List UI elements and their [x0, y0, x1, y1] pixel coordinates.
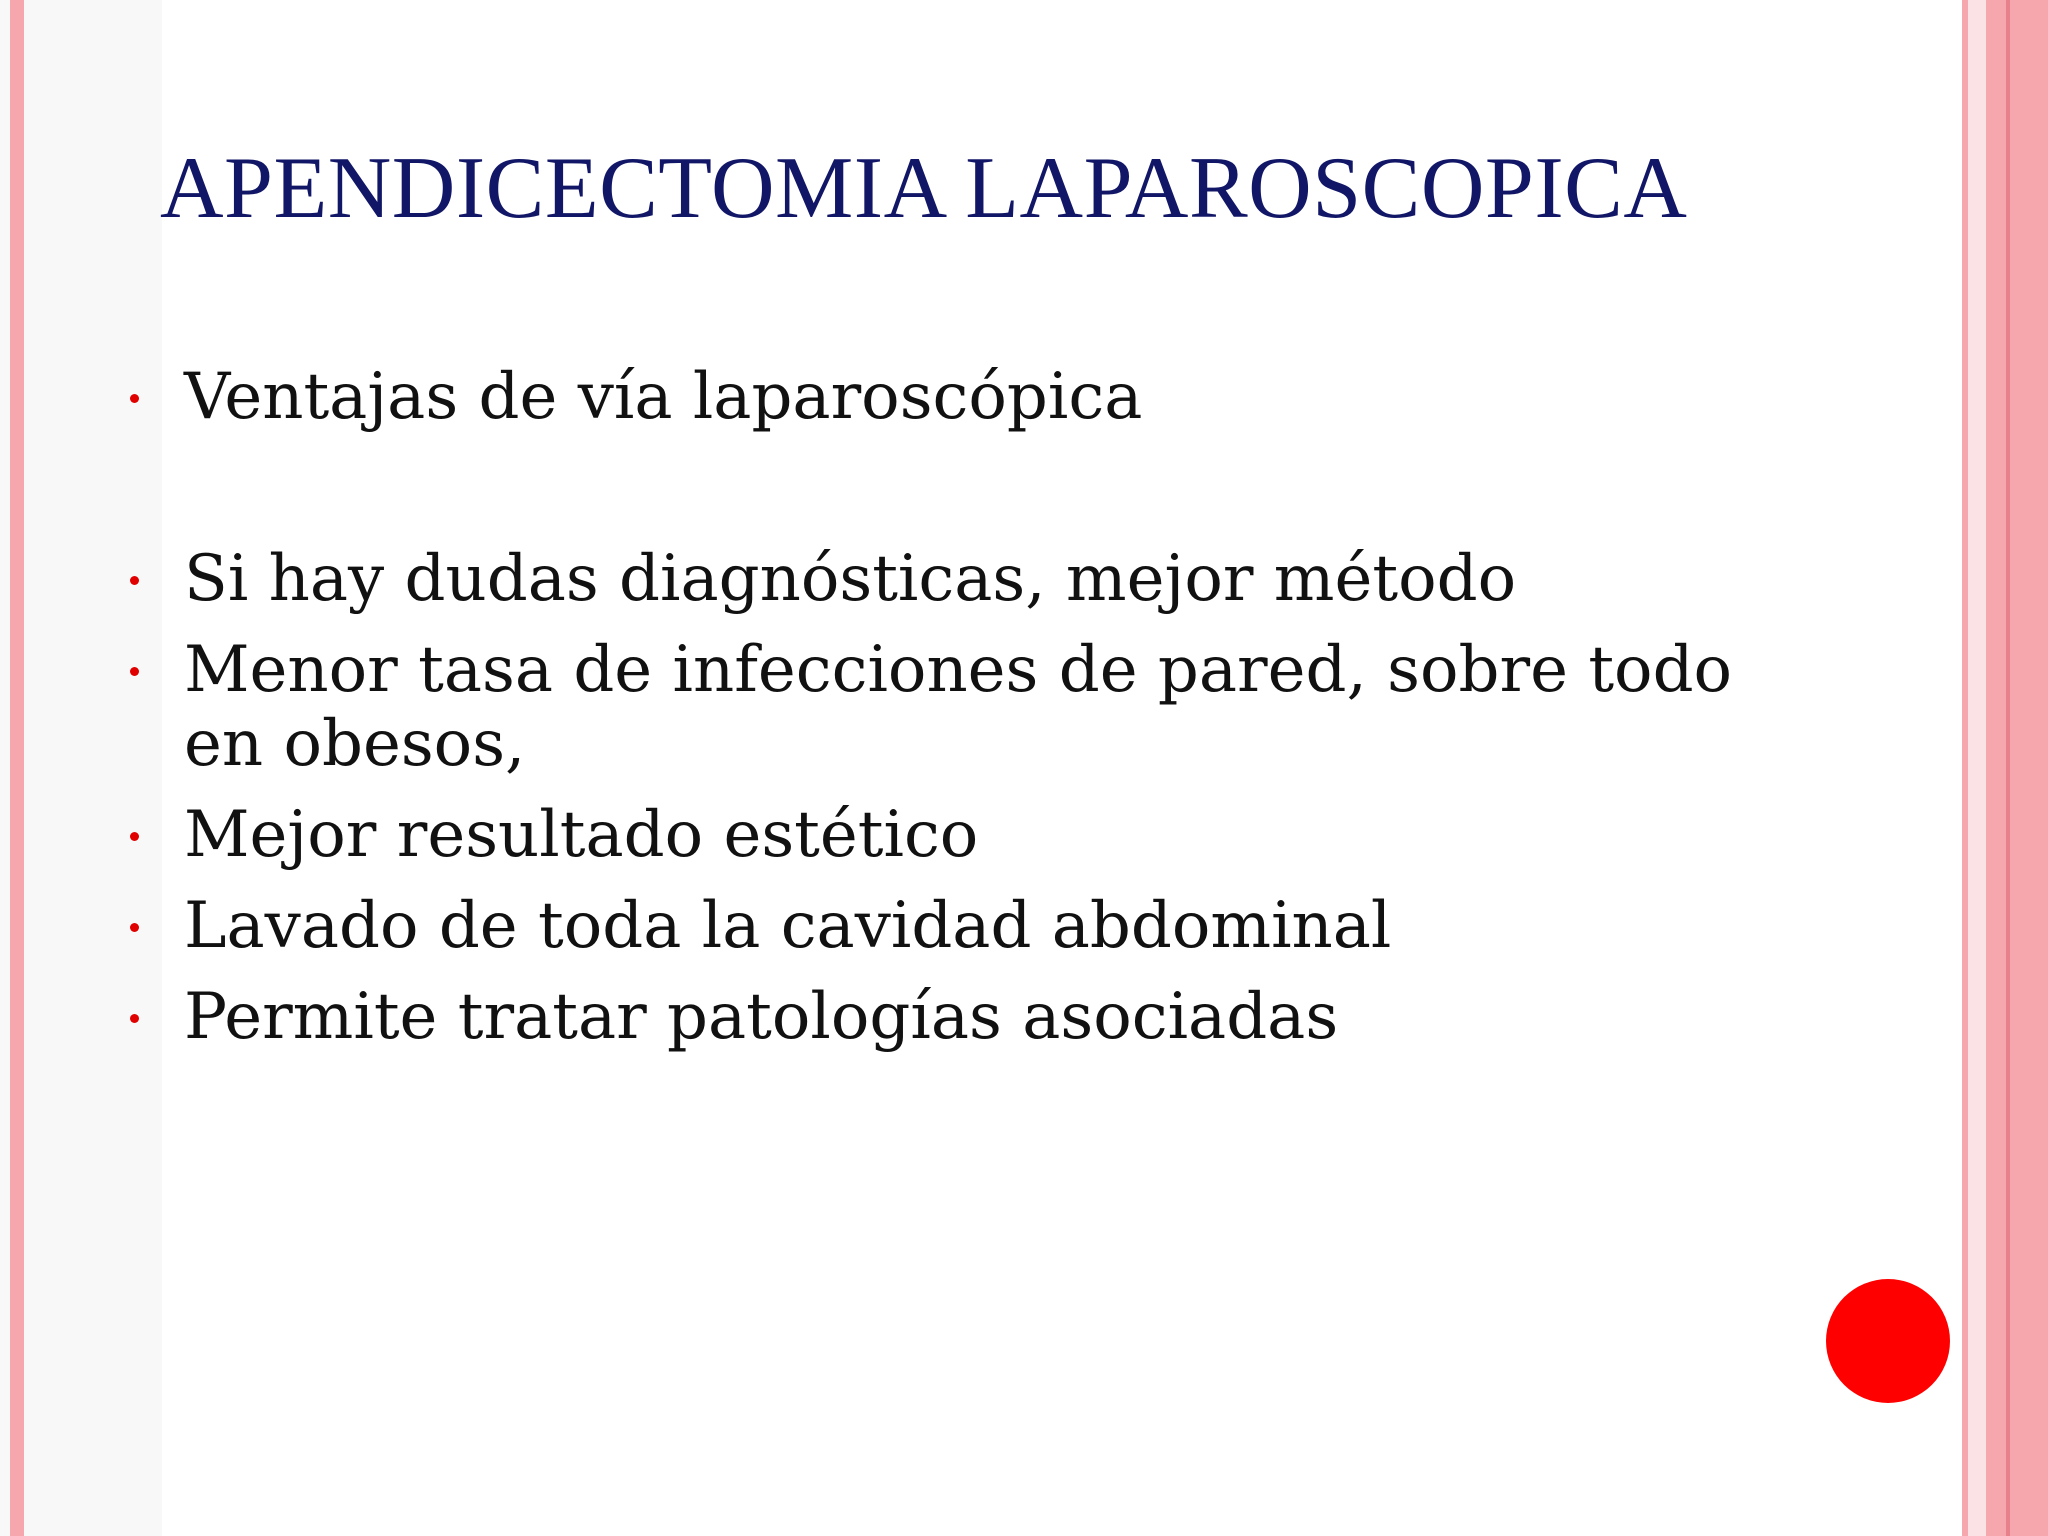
bullet-text: Ventajas de vía laparoscópica — [184, 360, 1143, 434]
bullet-text: Mejor resultado estético — [184, 798, 979, 872]
bullet-list — [130, 360, 1810, 1071]
right-frame-stripe — [1968, 0, 1986, 1536]
slide-title: APENDICECTOMIA LAPAROSCOPICA — [160, 140, 1688, 237]
bullet-marker-icon — [130, 576, 139, 585]
bullet-marker-icon — [130, 394, 139, 403]
bullet-marker-icon — [130, 667, 139, 676]
bullet-marker-icon — [130, 832, 139, 841]
bullet-item — [130, 360, 1810, 434]
bullet-text: Si hay dudas diagnósticas, mejor método — [184, 542, 1517, 616]
red-circle-icon — [1826, 1279, 1950, 1403]
bullet-item — [130, 798, 1810, 872]
bullet-item — [130, 980, 1810, 1054]
bullet-item — [130, 889, 1810, 963]
right-frame-stripe — [2010, 0, 2048, 1536]
bullet-item — [130, 542, 1810, 616]
bullet-text: Permite tratar patologías asociadas — [184, 980, 1339, 1054]
bullet-marker-icon — [130, 923, 139, 932]
left-frame-stripe — [10, 0, 24, 1536]
bullet-text: Menor tasa de infecciones de pared, sobre todo en obesos, — [184, 633, 1733, 781]
bullet-text: Lavado de toda la cavidad abdominal — [184, 889, 1392, 963]
right-frame-stripe — [1986, 0, 2006, 1536]
bullet-item — [130, 633, 1810, 781]
bullet-marker-icon — [130, 1014, 139, 1023]
